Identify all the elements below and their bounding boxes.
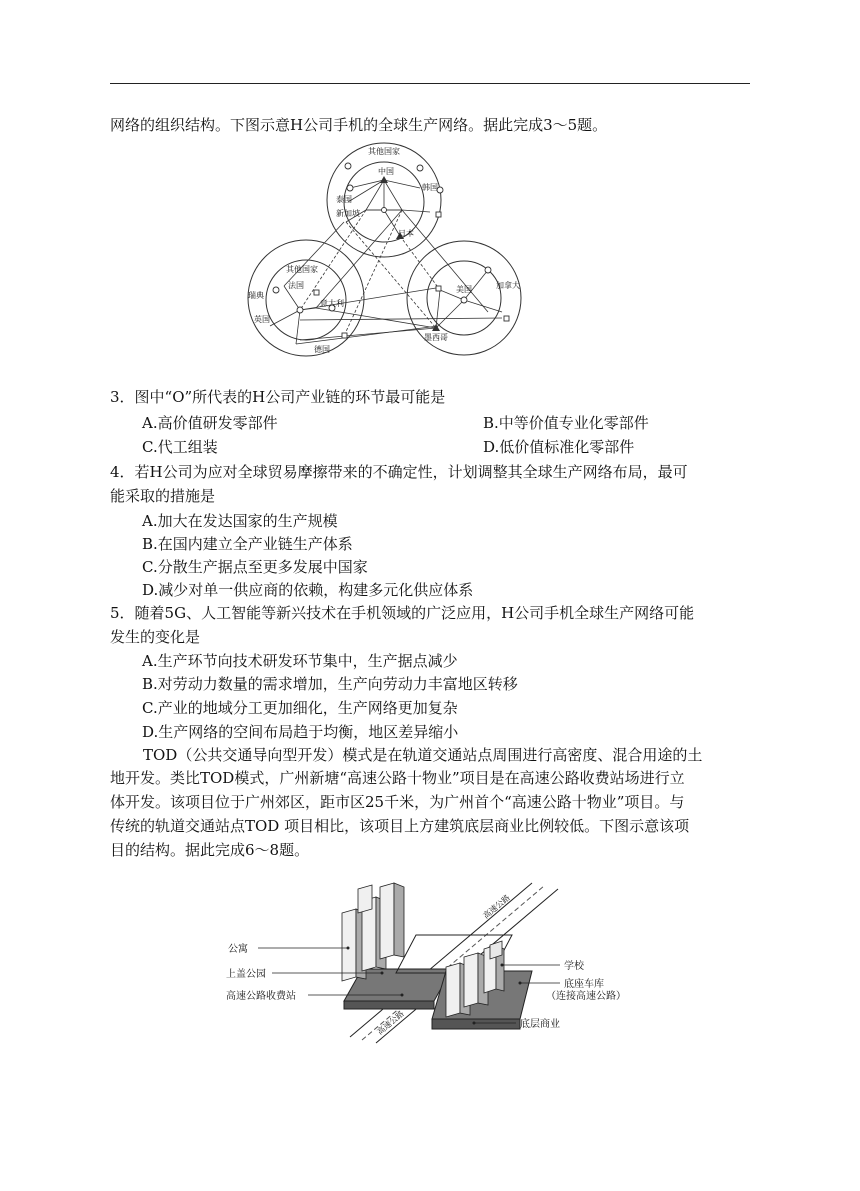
label-mexico: 墨西哥 <box>424 333 448 342</box>
q4-option-d[interactable]: D.减少对单一供应商的依赖，构建多元化供应体系 <box>142 581 474 599</box>
q5-option-a[interactable]: A.生产环节向技术研发环节集中，生产据点减少 <box>142 652 458 670</box>
q4-stem-line2: 能采取的措施是 <box>110 487 216 505</box>
label-germany: 德国 <box>314 345 330 354</box>
tod-paragraph-line5: 目的结构。据此完成6～8题。 <box>110 841 310 859</box>
label-france: 法国 <box>288 281 304 290</box>
label-park: 上盖公园 <box>226 969 266 980</box>
intro-text: 网络的组织结构。下图示意H公司手机的全球生产网络。据此完成3～5题。 <box>110 116 608 134</box>
global-production-network-diagram <box>240 140 530 368</box>
q4-stem-line1: 4．若H公司为应对全球贸易摩擦带来的不确定性，计划调整其全球生产网络布局，最可 <box>110 463 688 481</box>
tod-paragraph-line4: 传统的轨道交通站点TOD 项目相比，该项目上方建筑底层商业比例较低。下图示意该项 <box>110 817 690 835</box>
q5-option-b[interactable]: B.对劳动力数量的需求增加，生产向劳动力丰富地区转移 <box>142 675 518 693</box>
q4-option-b[interactable]: B.在国内建立全产业链生产体系 <box>142 535 353 553</box>
label-italy: 意大利 <box>320 299 344 308</box>
q5-option-d[interactable]: D.生产网络的空间布局趋于均衡，地区差异缩小 <box>142 723 459 741</box>
highway-property-diagram <box>220 875 660 1045</box>
q3-option-b[interactable]: B.中等价值专业化零部件 <box>483 414 649 432</box>
label-korea: 韩国 <box>422 183 438 192</box>
q3-option-a[interactable]: A.高价值研发零部件 <box>142 414 278 432</box>
q3-option-c[interactable]: C.代工组装 <box>142 438 218 456</box>
q5-stem-line1: 5．随着5G、人工智能等新兴技术在手机领域的广泛应用，H公司手机全球生产网络可能 <box>110 604 695 622</box>
label-highway-top: 高速公路 <box>481 893 512 921</box>
label-sweden: 瑞典 <box>248 291 264 300</box>
tod-paragraph-line3: 体开发。该项目位于广州郊区，距市区25千米，为广州首个“高速公路十物业”项目。与 <box>110 793 685 811</box>
q4-option-a[interactable]: A.加大在发达国家的生产规模 <box>142 512 338 530</box>
label-canada: 加拿大 <box>496 281 520 290</box>
label-usa: 美国 <box>456 285 472 294</box>
tod-paragraph-line1: TOD（公共交通导向型开发）模式是在轨道交通站点周围进行高密度、混合用途的土 <box>143 746 703 764</box>
label-left-others: 其他国家 <box>286 265 318 274</box>
q5-option-c[interactable]: C.产业的地域分工更加细化，生产网络更加复杂 <box>142 699 458 717</box>
q4-option-c[interactable]: C.分散生产据点至更多发展中国家 <box>142 558 368 576</box>
label-garage-note: （连接高速公路） <box>546 991 626 1002</box>
label-thailand: 泰国 <box>336 195 352 204</box>
q3-option-d[interactable]: D.低价值标准化零部件 <box>483 438 635 456</box>
label-garage: 底座车库 <box>564 979 604 990</box>
q5-stem-line2: 发生的变化是 <box>110 628 201 646</box>
q3-stem: 3．图中“O”所代表的H公司产业链的环节最可能是 <box>110 388 446 406</box>
label-china: 中国 <box>378 167 394 176</box>
label-singapore: 新加坡 <box>336 209 360 218</box>
label-apartment: 公寓 <box>228 944 248 955</box>
label-school: 学校 <box>564 961 584 972</box>
header-rule <box>110 83 750 84</box>
label-commerce: 底层商业 <box>520 1019 560 1030</box>
tod-paragraph-line2: 地开发。类比TOD模式，广州新塘“高速公路十物业”项目是在高速公路收费站场进行立 <box>110 769 685 787</box>
label-toll-station: 高速公路收费站 <box>226 991 296 1002</box>
label-highway-bottom: 高速公路 <box>375 1009 406 1037</box>
label-uk: 英国 <box>254 315 270 324</box>
label-top-others: 其他国家 <box>368 147 400 156</box>
label-japan: 日本 <box>398 229 414 238</box>
